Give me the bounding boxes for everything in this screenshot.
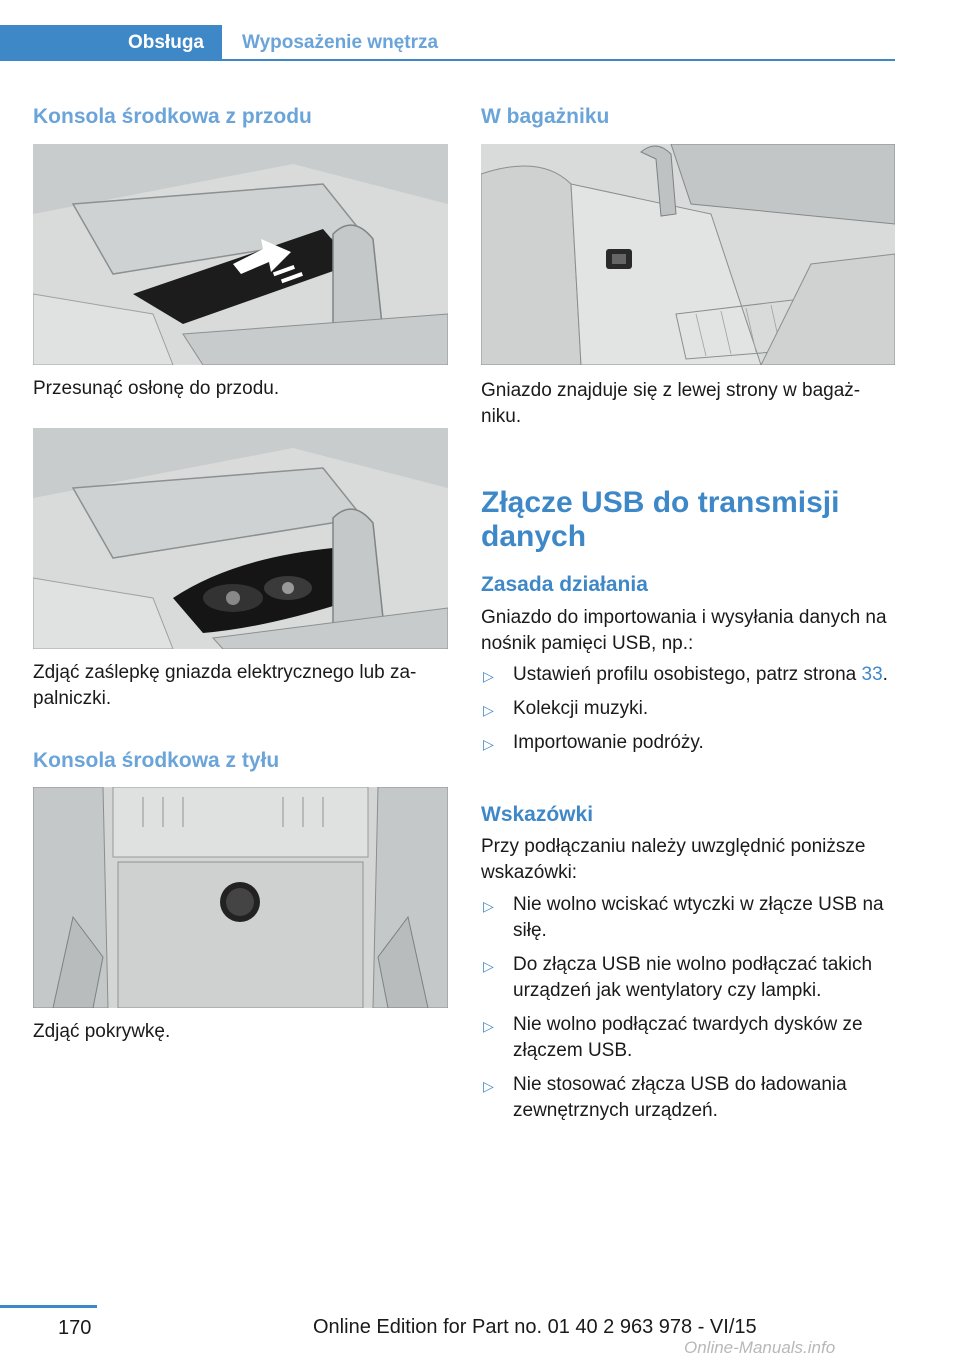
caption-remove-socket-cap: Zdjąć zaślepkę gniazda elektrycznego lub za-palniczki. [33,662,417,709]
caption-trunk-socket: Gniazdo znajduje się z lewej strony w bagaż-niku. [481,380,861,427]
notes-list [481,892,895,1132]
section-title-trunk: W bagażniku [481,105,610,128]
bullet-triangle-icon: ▷ [483,702,494,718]
tab-wyposazenie-wnetrza[interactable]: Wyposażenie wnętrza [242,32,439,53]
caption-slide-cover: Przesunąć osłonę do przodu. [33,378,280,399]
edition-info: Online Edition for Part no. 01 40 2 963 978 - VI/15 [313,1316,757,1338]
bullet-triangle-icon: ▷ [483,1078,494,1094]
list-item: ▷ Do złącza USB nie wolno podłączać takich urządzeń jak wentylatory czy lampki. [483,954,873,1001]
heading-notes: Wskazówki [481,803,594,826]
page-reference-link[interactable]: 33 [861,664,883,685]
watermark: Online-Manuals.info [684,1338,836,1357]
list-item: ▷ Ustawień profilu osobistego, patrz strona 33. [481,662,895,688]
header-tabs [0,25,895,63]
tab-obsluga[interactable]: Obsługa [0,25,222,61]
principle-list [481,662,895,764]
list-item: ▷ Nie wolno podłączać twardych dysków ze złączem USB. [483,1014,863,1061]
principle-text: Gniazdo do importowania i wysyłania danych na nośnik pamięci USB, np.: [481,607,887,654]
front-console-slide-cover-image [33,144,448,365]
front-console-socket-image [33,428,448,649]
caption-remove-lid: Zdjąć pokrywkę. [33,1021,171,1042]
rear-console-image [33,787,448,1008]
section-title-front-console: Konsola środkowa z przodu [33,105,312,128]
page-number: 170 [58,1317,92,1339]
list-item: ▷ Importowanie podróży. [481,730,895,756]
list-item: ▷ Nie wolno wciskać wtyczki w złącze USB na siłę. [483,894,884,941]
header-rule [0,59,895,61]
bullet-triangle-icon: ▷ [483,1018,494,1034]
trunk-socket-image [481,144,895,365]
footer-rule [0,1305,97,1308]
section-title-rear-console: Konsola środkowa z tyłu [33,749,280,772]
heading-principle: Zasada działania [481,573,648,596]
bullet-triangle-icon: ▷ [483,898,494,914]
list-item: ▷ Nie stosować złącza USB do ładowania zewnętrznych urządzeń. [483,1074,847,1121]
notes-text: Przy podłączaniu należy uwzględnić poniższe wskazówki: [481,836,866,883]
bullet-triangle-icon: ▷ [483,668,494,684]
bullet-triangle-icon: ▷ [483,736,494,752]
heading-usb-data-interface: Złącze USB do transmisji danych [481,486,840,553]
bullet-triangle-icon: ▷ [483,958,494,974]
list-item: ▷ Kolekcji muzyki. [481,696,895,722]
